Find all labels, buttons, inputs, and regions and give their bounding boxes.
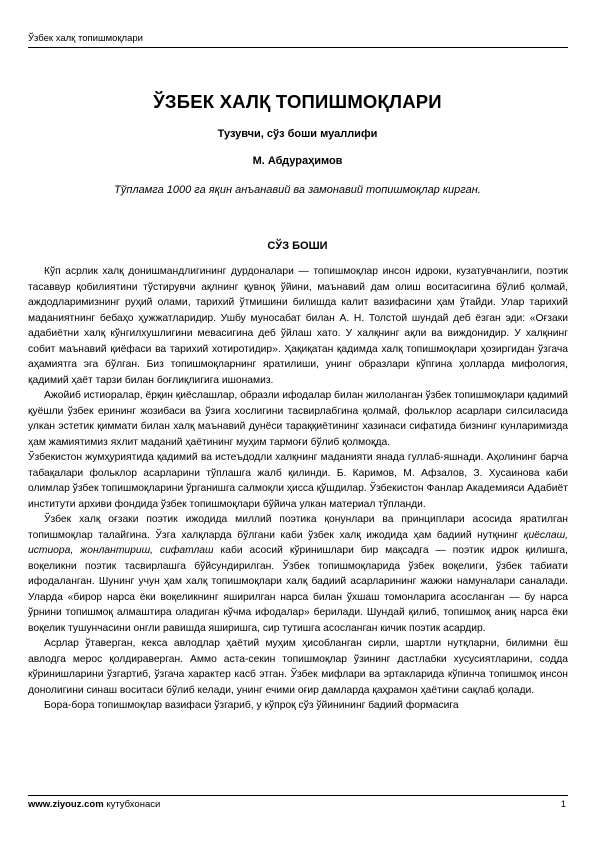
paragraph-text: Бора-бора топишмоқлар вазифаси ўзгариб, у кўпроқ сўз ўйинининг бадиий формасига	[44, 700, 459, 711]
lead-annotation: Тўпламга 1000 га яқин анъанавий ва замонавий топишмоқлар кирган.	[114, 184, 481, 196]
paragraph-3	[28, 450, 568, 512]
paragraph-text: Кўп асрлик халқ донишмандлигининг дурдоналари — топишмоқлар инсон идроки, кузатувчанлиги, поэтик тасаввур қобилиятини тўстирувчи ақлнинг қувноқ ўйини, маънавий дам олиш воситасигина бўлиб қолмай, аждодларимизнинг руҳий олами, тарихий ўтмишини билишда калит вазифасини ҳам ўтайди. Улар тарихий маданиятнинг бебаҳо ҳужжатларидир. Ушбу муносабат билан А. Н. Толстой шундай деб ёзган эди: «Оғзаки адабиётни халқ кўнгилхушлигини мевасигина деб ўйлаш хато. У халқнинг ақли ва виждонидир. У халқнинг собит маънавий қиёфаси ва тарихий хотиротидир». Ҳақиқатан қадимда халқ топишмоқлари ҳозиргидан ўзгача аҳамиятга эга бўлган. Биз топишмоқларнинг яратилиши, унинг образлари кўпгина ҳолларда мифология, қадимий ҳаёт тарзи билан боғлиқлигига ишонамиз.	[28, 266, 568, 386]
author-name: М. Абдураҳимов	[252, 155, 343, 167]
body-text	[28, 264, 568, 714]
paragraph-6	[28, 698, 568, 714]
running-header-title: Ўзбек халқ топишмоқлари	[28, 33, 143, 44]
italic-phrase: қиёслаш, истиора, жонлантириш, сифатлаш	[28, 529, 568, 556]
paragraph-text: Ажойиб истиоралар, ёрқин қиёслашлар, образли ифодалар билан жилоланган ўзбек топишмоқлари қадимий қуёшли ўзбек ерининг жозибаси ва ўзига хослигини тасвирлабгина қолмай, фольклор асарлари силсиласида улкан эстетик қиммати билан халқ маънавий дунёси тараққиётининг хазинаси сифатида бизнинг кунларимизда ҳам жамиятимиз яхлит маданий ҳаётининг муҳим тармоғи бўлиб қолмоқда.	[28, 390, 568, 448]
paragraph-text: каби асосий кўринишлари бир мақсадга — поэтик идрок қилишга, воқеликни поэтик тасвирлашга бўйсундирилган. Ўзбек топишмоқларида ўзбек воқелиги, ўзбек табиати ифодаланган. Шунинг учун ҳам халқ топишмоқлари халқ бадиий асарларининг жажжи намуналари саналади. Уларда «бирор нарса ёки воқеликнинг яширилган нарса билан ўхшаш томонларига асосланган — бу нарса ўрнини топишмоқ алмаштира оладиган кўчма ифодалар» берилади. Шундай қилиб, топишмоқ аниқ нарса ёки воқелик тушунчасини онгли равишда яширишга, сир тутишга асосланган кичик поэтик асардир.	[28, 545, 568, 634]
paragraph-2	[28, 388, 568, 450]
paragraph-1	[28, 264, 568, 388]
paragraph-text: Ўзбек халқ оғзаки поэтик ижодида миллий поэтика қонунлари ва принциплари асосида яратилган топишмоқлар талайгина. Ўзга халқларда бўлгани каби ўзбек халқ ижодида ҳам бадиий нутқнинг	[28, 514, 568, 541]
page-footer	[28, 795, 568, 810]
footer-site-link[interactable]: www.ziyouz.com	[28, 799, 104, 810]
compiler-line: Тузувчи, сўз боши муаллифи	[217, 128, 378, 140]
section-title: СЎЗ БОШИ	[267, 240, 328, 252]
page-number: 1	[560, 799, 566, 810]
running-header	[28, 33, 568, 48]
paragraph-4	[28, 512, 568, 636]
paragraph-5	[28, 636, 568, 698]
document-title: ЎЗБЕК ХАЛҚ ТОПИШМОҚЛАРИ	[153, 91, 442, 112]
paragraph-text: Асрлар ўтаверган, кекса авлодлар ҳаётий муҳим ҳисобланган сирли, шартли нутқларни, билимни ёш авлодга мерос қолдираверган. Аммо аста-секин топишмоқлар ўзининг дастлабки хусусиятларини, содда кўринишларини ўзгартиб, ўзгача характер касб этган. Ўзбек мифлари ва эртакларида кўпинча топишмоқ инсон донолигини синаш воситаси бўлиб келади, унинг ечими оғир дамларда қаҳрамон ҳаётини сақлаб қолади.	[28, 638, 568, 696]
footer-library-label: кутубхонаси	[106, 799, 161, 810]
paragraph-text: Ўзбекистон жумҳуриятида қадимий ва истеъдодли халқнинг маданияти янада гуллаб-яшнади. Аҳолининг барча табақалари фольклор асарларини тўплашга жалб қилинди. Б. Каримов, М. Афзалов, З. Хусаинова каби олимлар ўзбек топишмоқларини ўрганишга салмоқли ҳисса қўшдилар. Ўзбекистон Фанлар Академияси Адабиёт институти архиви фондида ўзбек топишмоқлари бўйича улкан материал тўпланди.	[28, 452, 568, 510]
